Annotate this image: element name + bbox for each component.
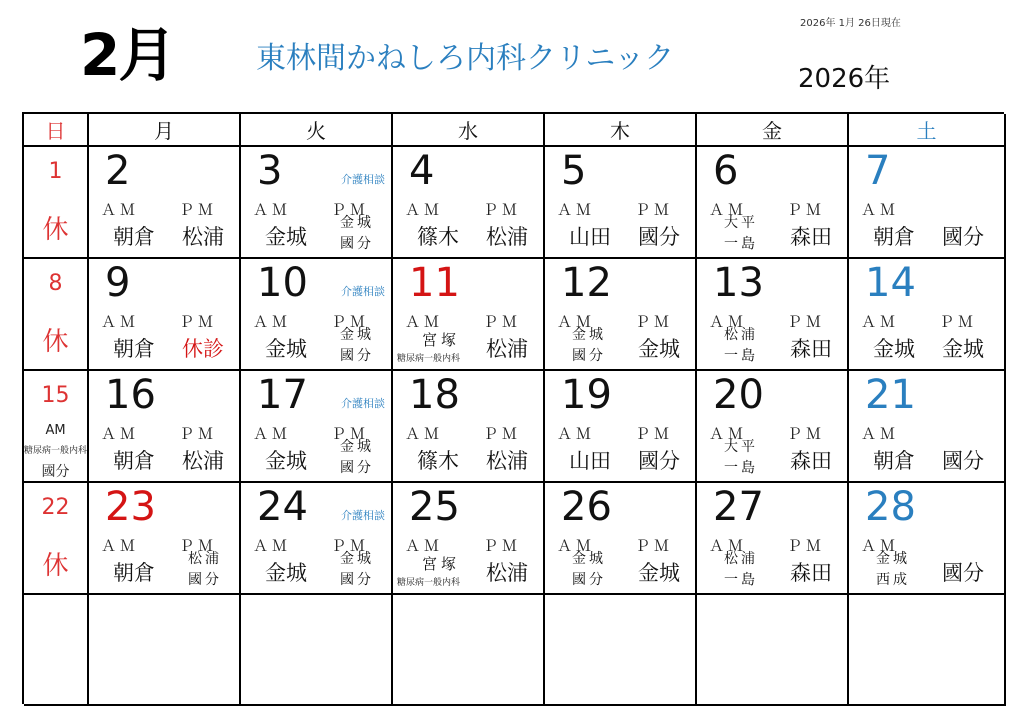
day-number: 4 (409, 148, 435, 194)
am-doctor: 宮塚 (421, 331, 460, 349)
day-cell (849, 147, 1006, 259)
pm-doctor: 國分 (340, 460, 374, 476)
closed-label: 休 (42, 215, 69, 245)
pm-label: ＰＭ (787, 425, 826, 443)
am-label: ＡＭ (861, 201, 900, 219)
pm-label: ＰＭ (483, 425, 522, 443)
pm-label: ＰＭ (787, 201, 826, 219)
am-label: ＡＭ (101, 537, 140, 555)
day-cell (241, 371, 393, 483)
day-number: 15 (41, 383, 70, 408)
am-label: ＡＭ (557, 537, 596, 555)
am-label: ＡＭ (101, 201, 140, 219)
am-note: 糖尿病一般内科 (397, 354, 461, 364)
am-doctor: 金城 (572, 551, 606, 567)
empty-cell (849, 595, 1006, 706)
am-doctors (713, 549, 769, 591)
pm-doctor: 松浦 (182, 225, 224, 249)
pm-doctor: 金城 (340, 439, 374, 455)
am-doctor: 宮塚 (421, 555, 460, 573)
day-cell (545, 259, 697, 371)
weekday-thursday: 木 (545, 114, 697, 147)
day-cell (393, 371, 545, 483)
weekday-wednesday: 水 (393, 114, 545, 147)
am-doctor: 篠木 (417, 225, 459, 249)
empty-cell (241, 595, 393, 706)
am-label: ＡＭ (101, 425, 140, 443)
am-doctor: 金城 (265, 225, 307, 249)
day-number: 28 (865, 484, 916, 530)
day-number: 12 (561, 260, 612, 306)
pm-label: ＰＭ (483, 537, 522, 555)
pm-doctor: 松浦 (486, 561, 528, 585)
day-number: 17 (257, 372, 308, 418)
am-label: ＡＭ (405, 425, 444, 443)
day-cell (24, 147, 89, 259)
am-label: ＡＭ (405, 201, 444, 219)
care-consult-label: 介護相談 (341, 397, 385, 410)
am-doctor: 松浦 (724, 327, 758, 343)
day-cell (849, 259, 1006, 371)
pm-doctor: 森田 (790, 561, 832, 585)
pm-doctor: 國分 (340, 572, 374, 588)
pm-doctors (177, 549, 233, 591)
empty-cell (545, 595, 697, 706)
clinic-name: 東林間かねしろ内科クリニック (256, 41, 675, 76)
day-cell (89, 371, 241, 483)
day-cell (849, 483, 1006, 595)
pm-doctor: 國分 (942, 225, 984, 249)
empty-cell (89, 595, 241, 706)
day-cell (89, 483, 241, 595)
am-note: 糖尿病一般内科 (24, 446, 88, 456)
am-doctor: 大平 (724, 439, 758, 455)
as-of-date: 2026年 1月 26日現在 (800, 18, 901, 29)
closed-label: 休 (42, 327, 69, 357)
day-cell (241, 259, 393, 371)
day-cell (697, 259, 849, 371)
am-label: ＡＭ (861, 313, 900, 331)
am-doctor: 朝倉 (873, 449, 915, 473)
am-doctor: 一島 (724, 572, 758, 588)
day-number: 10 (257, 260, 308, 306)
am-label: ＡＭ (709, 537, 748, 555)
am-label: ＡＭ (709, 313, 748, 331)
day-cell (545, 147, 697, 259)
day-number: 1 (48, 159, 63, 184)
day-cell (24, 483, 89, 595)
pm-doctor: 金城 (340, 551, 374, 567)
day-number: 13 (713, 260, 764, 306)
day-number: 19 (561, 372, 612, 418)
pm-doctor: 松浦 (188, 551, 222, 567)
day-cell (393, 147, 545, 259)
care-consult-label: 介護相談 (341, 285, 385, 298)
day-number: 22 (41, 495, 70, 520)
pm-doctor: 金城 (340, 327, 374, 343)
am-doctor: 朝倉 (113, 449, 155, 473)
empty-cell (697, 595, 849, 706)
pm-label: ＰＭ (179, 537, 218, 555)
pm-closed-label: 休診 (182, 337, 224, 361)
care-consult-label: 介護相談 (341, 509, 385, 522)
am-doctor: 山田 (569, 225, 611, 249)
day-cell (393, 483, 545, 595)
day-number: 21 (865, 372, 916, 418)
day-cell (89, 259, 241, 371)
am-doctor: 金城 (876, 551, 910, 567)
pm-doctor: 國分 (942, 561, 984, 585)
pm-doctor: 森田 (790, 337, 832, 361)
pm-label: ＰＭ (635, 201, 674, 219)
am-label: ＡＭ (253, 537, 292, 555)
am-label: ＡＭ (557, 313, 596, 331)
pm-label: ＰＭ (179, 425, 218, 443)
day-number: 2 (105, 148, 131, 194)
empty-cell (24, 595, 89, 706)
am-label: AM (45, 423, 66, 438)
pm-label: ＰＭ (483, 313, 522, 331)
pm-doctor: 國分 (340, 348, 374, 364)
day-number: 14 (865, 260, 916, 306)
pm-doctors (329, 549, 385, 591)
pm-doctor: 金城 (638, 337, 680, 361)
pm-doctor: 松浦 (486, 449, 528, 473)
pm-label: ＰＭ (483, 201, 522, 219)
day-number: 9 (105, 260, 131, 306)
day-number: 5 (561, 148, 587, 194)
am-doctors (713, 213, 769, 255)
day-cell (89, 147, 241, 259)
pm-doctor: 森田 (790, 225, 832, 249)
day-cell (24, 259, 89, 371)
day-cell (241, 483, 393, 595)
pm-label: ＰＭ (787, 537, 826, 555)
am-doctor: 金城 (265, 449, 307, 473)
am-doctor: 國分 (572, 348, 606, 364)
am-note: 糖尿病一般内科 (397, 578, 461, 588)
am-doctor: 一島 (724, 460, 758, 476)
day-number: 3 (257, 148, 283, 194)
day-number: 25 (409, 484, 460, 530)
day-cell (24, 371, 89, 483)
am-label: ＡＭ (405, 313, 444, 331)
weekday-monday: 月 (89, 114, 241, 147)
weekday-saturday: 土 (849, 114, 1006, 147)
day-number: 7 (865, 148, 891, 194)
am-label: ＡＭ (253, 201, 292, 219)
care-consult-label: 介護相談 (341, 173, 385, 186)
pm-doctor: 金城 (942, 337, 984, 361)
am-doctor: 朝倉 (113, 225, 155, 249)
am-doctor: 金城 (265, 561, 307, 585)
pm-label: ＰＭ (787, 313, 826, 331)
weekday-tuesday: 火 (241, 114, 393, 147)
am-label: ＡＭ (405, 537, 444, 555)
am-label: ＡＭ (101, 313, 140, 331)
am-doctor: 金城 (572, 327, 606, 343)
am-doctor: 山田 (569, 449, 611, 473)
month-title: 2月 (80, 21, 175, 89)
pm-doctor: 國分 (942, 449, 984, 473)
am-label: ＡＭ (253, 313, 292, 331)
am-doctors (865, 549, 921, 591)
am-doctor: 國分 (572, 572, 606, 588)
day-cell (545, 371, 697, 483)
closed-label: 休 (42, 551, 69, 581)
am-doctors (713, 437, 769, 479)
pm-label: ＰＭ (179, 313, 218, 331)
pm-doctor: 松浦 (486, 225, 528, 249)
am-label: ＡＭ (709, 201, 748, 219)
pm-label: ＰＭ (331, 201, 370, 219)
weekday-sunday: 日 (24, 114, 89, 147)
calendar-grid (22, 112, 1004, 704)
day-number: 18 (409, 372, 460, 418)
am-label: ＡＭ (861, 425, 900, 443)
pm-doctor: 金城 (340, 215, 374, 231)
am-doctors (561, 325, 617, 367)
am-doctors (561, 549, 617, 591)
am-doctor: 國分 (41, 464, 70, 480)
day-cell (849, 371, 1006, 483)
pm-doctor: 國分 (340, 236, 374, 252)
am-doctor: 一島 (724, 236, 758, 252)
pm-doctor: 森田 (790, 449, 832, 473)
day-number: 11 (409, 260, 460, 306)
day-cell (697, 147, 849, 259)
am-doctor: 篠木 (417, 449, 459, 473)
day-cell (393, 259, 545, 371)
pm-label: ＰＭ (635, 313, 674, 331)
pm-label: ＰＭ (635, 425, 674, 443)
day-cell (241, 147, 393, 259)
calendar-year: 2026年 (798, 64, 891, 94)
pm-doctors (329, 213, 385, 255)
am-label: ＡＭ (557, 425, 596, 443)
pm-label: ＰＭ (179, 201, 218, 219)
am-doctor: 朝倉 (873, 225, 915, 249)
am-doctor: 朝倉 (113, 561, 155, 585)
am-doctor: 朝倉 (113, 337, 155, 361)
day-number: 23 (105, 484, 156, 530)
pm-doctor: 國分 (638, 225, 680, 249)
day-number: 8 (48, 271, 63, 296)
pm-label: ＰＭ (939, 313, 978, 331)
day-cell (545, 483, 697, 595)
empty-cell (393, 595, 545, 706)
am-doctor: 西成 (876, 572, 910, 588)
day-number: 26 (561, 484, 612, 530)
am-label: ＡＭ (557, 201, 596, 219)
pm-label: ＰＭ (331, 425, 370, 443)
am-doctors (713, 325, 769, 367)
am-label: ＡＭ (253, 425, 292, 443)
pm-label: ＰＭ (331, 537, 370, 555)
am-doctor: 金城 (265, 337, 307, 361)
day-cell (697, 483, 849, 595)
pm-doctor: 國分 (638, 449, 680, 473)
pm-doctor: 松浦 (182, 449, 224, 473)
am-label: ＡＭ (709, 425, 748, 443)
pm-doctor: 松浦 (486, 337, 528, 361)
am-doctor: 一島 (724, 348, 758, 364)
pm-label: ＰＭ (635, 537, 674, 555)
day-number: 6 (713, 148, 739, 194)
day-number: 16 (105, 372, 156, 418)
pm-doctor: 金城 (638, 561, 680, 585)
am-doctor: 大平 (724, 215, 758, 231)
am-doctor: 松浦 (724, 551, 758, 567)
pm-doctors (329, 437, 385, 479)
day-number: 20 (713, 372, 764, 418)
weekday-friday: 金 (697, 114, 849, 147)
am-doctor: 金城 (873, 337, 915, 361)
day-cell (697, 371, 849, 483)
pm-doctor: 國分 (188, 572, 222, 588)
pm-label: ＰＭ (331, 313, 370, 331)
am-label: ＡＭ (861, 537, 900, 555)
pm-doctors (329, 325, 385, 367)
day-number: 24 (257, 484, 308, 530)
day-number: 27 (713, 484, 764, 530)
